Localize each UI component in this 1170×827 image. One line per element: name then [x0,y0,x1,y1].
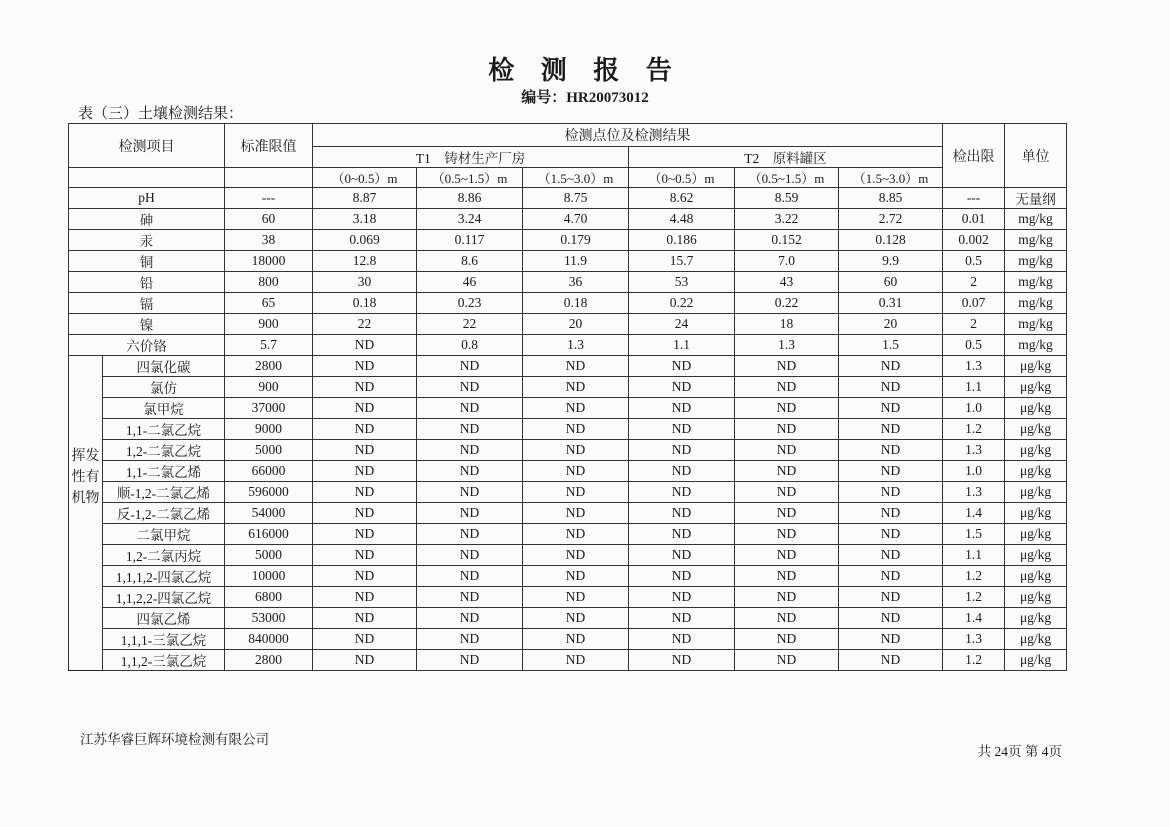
value-cell: ND [839,356,943,377]
value-cell: ND [629,377,735,398]
value-cell: ND [839,629,943,650]
unit-cell: μg/kg [1005,461,1067,482]
value-cell: 3.24 [417,209,523,230]
value-cell: ND [735,524,839,545]
value-cell: 0.152 [735,230,839,251]
value-cell: 0.18 [313,293,417,314]
unit-cell: μg/kg [1005,545,1067,566]
value-cell: 0.22 [629,293,735,314]
table-caption: 表（三）土壤检测结果： [78,106,244,122]
value-cell: ND [839,377,943,398]
limit-cell: 60 [225,209,313,230]
table-row [69,587,1067,608]
unit-cell: μg/kg [1005,482,1067,503]
footer-company: 江苏华睿巨辉环境检测有限公司 [80,732,269,747]
value-cell: 43 [735,272,839,293]
unit-cell: μg/kg [1005,377,1067,398]
value-cell: ND [523,608,629,629]
detect-limit-cell: 1.1 [943,545,1005,566]
limit-cell: 900 [225,377,313,398]
value-cell: ND [523,377,629,398]
unit-cell: mg/kg [1005,272,1067,293]
header-detect-limit: 检出限 [943,124,1005,188]
item-cell: 1,2-二氯乙烷 [103,440,225,461]
report-title: 检 测 报 告 [488,56,682,85]
value-cell: ND [523,629,629,650]
value-cell: 60 [839,272,943,293]
unit-cell: μg/kg [1005,398,1067,419]
detect-limit-cell: 0.07 [943,293,1005,314]
value-cell: ND [417,650,523,671]
value-cell: 22 [417,314,523,335]
unit-cell: μg/kg [1005,503,1067,524]
detect-limit-cell: 1.2 [943,419,1005,440]
value-cell: 4.70 [523,209,629,230]
detect-limit-cell: 1.2 [943,587,1005,608]
limit-cell: 54000 [225,503,313,524]
item-cell: 1,1,2-三氯乙烷 [103,650,225,671]
unit-cell: μg/kg [1005,608,1067,629]
unit-cell: μg/kg [1005,650,1067,671]
detect-limit-cell: 1.4 [943,608,1005,629]
unit-cell: mg/kg [1005,293,1067,314]
unit-cell: mg/kg [1005,314,1067,335]
value-cell: ND [735,545,839,566]
detect-limit-cell: 1.3 [943,629,1005,650]
item-cell: 反-1,2-二氯乙烯 [103,503,225,524]
item-cell: 1,1-二氯乙烷 [103,419,225,440]
value-cell: ND [313,545,417,566]
table-row [69,650,1067,671]
value-cell: 36 [523,272,629,293]
detect-limit-cell: 2 [943,314,1005,335]
value-cell: ND [313,608,417,629]
value-cell: 0.117 [417,230,523,251]
value-cell: ND [629,419,735,440]
value-cell: ND [839,587,943,608]
value-cell: ND [735,608,839,629]
table-row [69,209,1067,230]
value-cell: 0.069 [313,230,417,251]
value-cell: ND [313,482,417,503]
value-cell: 22 [313,314,417,335]
value-cell: ND [735,377,839,398]
unit-cell: mg/kg [1005,335,1067,356]
detect-limit-cell: 1.2 [943,650,1005,671]
value-cell: ND [313,419,417,440]
value-cell: ND [735,461,839,482]
limit-cell: --- [225,188,313,209]
value-cell: 20 [523,314,629,335]
item-cell: 砷 [69,209,225,230]
item-cell: 1,1-二氯乙烯 [103,461,225,482]
header-point-t2: T2 原料罐区 [629,147,943,168]
table-row [69,440,1067,461]
value-cell: ND [839,524,943,545]
detect-limit-cell: 1.3 [943,440,1005,461]
value-cell: ND [839,545,943,566]
header-limit: 标准限值 [225,124,313,168]
detect-limit-cell: 2 [943,272,1005,293]
depth-header: （0~0.5）m [629,168,735,188]
table-row [69,482,1067,503]
value-cell: ND [839,503,943,524]
value-cell: ND [735,440,839,461]
unit-cell: mg/kg [1005,230,1067,251]
limit-cell: 66000 [225,461,313,482]
table-row [69,461,1067,482]
value-cell: 8.59 [735,188,839,209]
report-number: 编号：HR20073012 [521,90,649,106]
value-cell: ND [417,524,523,545]
item-cell: 氯甲烷 [103,398,225,419]
footer-page-info: 共 24页 第 4页 [977,744,1062,759]
item-cell: 顺-1,2-二氯乙烯 [103,482,225,503]
header-point-t1: T1 铸材生产厂房 [313,147,629,168]
limit-cell: 9000 [225,419,313,440]
value-cell: ND [313,440,417,461]
value-cell: ND [629,461,735,482]
unit-cell: μg/kg [1005,566,1067,587]
value-cell: ND [417,461,523,482]
depth-header: （1.5~3.0）m [523,168,629,188]
item-cell: 镉 [69,293,225,314]
table-row [69,293,1067,314]
value-cell: 0.31 [839,293,943,314]
unit-cell: μg/kg [1005,440,1067,461]
value-cell: ND [839,650,943,671]
limit-cell: 10000 [225,566,313,587]
value-cell: 12.8 [313,251,417,272]
value-cell: ND [629,650,735,671]
item-cell: 铜 [69,251,225,272]
unit-cell: μg/kg [1005,356,1067,377]
value-cell: ND [313,524,417,545]
limit-cell: 616000 [225,524,313,545]
detect-limit-cell: 1.1 [943,377,1005,398]
depth-header: （1.5~3.0）m [839,168,943,188]
header-item: 检测项目 [69,124,225,168]
limit-cell: 53000 [225,608,313,629]
soil-results-table [68,123,1067,671]
value-cell: 8.62 [629,188,735,209]
value-cell: ND [839,608,943,629]
value-cell: ND [417,503,523,524]
value-cell: ND [735,503,839,524]
voc-group-label: 挥发性有机物 [69,356,103,671]
value-cell: ND [523,524,629,545]
item-cell: 铅 [69,272,225,293]
value-cell: ND [417,587,523,608]
item-cell: 镍 [69,314,225,335]
value-cell: 1.1 [629,335,735,356]
item-cell: 二氯甲烷 [103,524,225,545]
value-cell: 20 [839,314,943,335]
detect-limit-cell: 1.4 [943,503,1005,524]
unit-cell: mg/kg [1005,251,1067,272]
value-cell: 3.22 [735,209,839,230]
value-cell: ND [735,419,839,440]
limit-cell: 18000 [225,251,313,272]
value-cell: 8.6 [417,251,523,272]
value-cell: ND [523,650,629,671]
limit-cell: 38 [225,230,313,251]
limit-cell: 900 [225,314,313,335]
limit-cell: 800 [225,272,313,293]
value-cell: ND [313,356,417,377]
detect-limit-cell: 1.0 [943,398,1005,419]
depth-header: （0~0.5）m [313,168,417,188]
value-cell: ND [313,503,417,524]
value-cell: 0.179 [523,230,629,251]
value-cell: ND [523,503,629,524]
value-cell: ND [417,398,523,419]
value-cell: ND [523,545,629,566]
value-cell: ND [313,398,417,419]
value-cell: 9.9 [839,251,943,272]
item-cell: 1,1,1,2-四氯乙烷 [103,566,225,587]
value-cell: ND [629,587,735,608]
detect-limit-cell: --- [943,188,1005,209]
value-cell: ND [523,566,629,587]
value-cell: 8.86 [417,188,523,209]
value-cell: ND [839,461,943,482]
value-cell: ND [417,419,523,440]
value-cell: ND [735,566,839,587]
value-cell: ND [417,545,523,566]
table-row [69,398,1067,419]
value-cell: ND [629,482,735,503]
unit-cell: μg/kg [1005,419,1067,440]
detect-limit-cell: 0.5 [943,251,1005,272]
detect-limit-cell: 1.3 [943,482,1005,503]
detect-limit-cell: 0.002 [943,230,1005,251]
value-cell: ND [523,587,629,608]
value-cell: ND [629,440,735,461]
value-cell: ND [735,482,839,503]
value-cell: ND [629,566,735,587]
unit-cell: μg/kg [1005,587,1067,608]
item-cell: 氯仿 [103,377,225,398]
header-unit: 单位 [1005,124,1067,188]
value-cell: 11.9 [523,251,629,272]
table-row [69,566,1067,587]
value-cell: 8.87 [313,188,417,209]
table-row [69,503,1067,524]
limit-cell: 596000 [225,482,313,503]
value-cell: ND [313,587,417,608]
value-cell: ND [417,482,523,503]
table-row [69,377,1067,398]
table-row [69,419,1067,440]
value-cell: ND [629,545,735,566]
value-cell: 3.18 [313,209,417,230]
value-cell: ND [523,482,629,503]
value-cell: ND [839,419,943,440]
table-row [69,356,1067,377]
value-cell: ND [313,650,417,671]
item-cell: 1,2-二氯丙烷 [103,545,225,566]
limit-cell: 5000 [225,440,313,461]
limit-cell: 5.7 [225,335,313,356]
detect-limit-cell: 1.3 [943,356,1005,377]
value-cell: 1.3 [523,335,629,356]
table-row [69,272,1067,293]
limit-cell: 2800 [225,650,313,671]
value-cell: 1.5 [839,335,943,356]
value-cell: ND [523,419,629,440]
item-cell: 六价铬 [69,335,225,356]
detect-limit-cell: 1.2 [943,566,1005,587]
value-cell: 0.18 [523,293,629,314]
value-cell: 0.8 [417,335,523,356]
value-cell: 8.75 [523,188,629,209]
blank-cell [69,168,225,188]
limit-cell: 5000 [225,545,313,566]
detect-limit-cell: 0.01 [943,209,1005,230]
value-cell: ND [629,356,735,377]
limit-cell: 37000 [225,398,313,419]
value-cell: 2.72 [839,209,943,230]
value-cell: ND [735,356,839,377]
detect-limit-cell: 1.5 [943,524,1005,545]
value-cell: ND [735,587,839,608]
value-cell: ND [523,440,629,461]
value-cell: 4.48 [629,209,735,230]
value-cell: ND [417,356,523,377]
depth-header: （0.5~1.5）m [417,168,523,188]
value-cell: ND [313,335,417,356]
value-cell: ND [629,503,735,524]
value-cell: 15.7 [629,251,735,272]
value-cell: 0.23 [417,293,523,314]
value-cell: ND [839,566,943,587]
unit-cell: mg/kg [1005,209,1067,230]
item-cell: 四氯化碳 [103,356,225,377]
limit-cell: 65 [225,293,313,314]
value-cell: ND [417,440,523,461]
value-cell: 30 [313,272,417,293]
header-points: 检测点位及检测结果 [313,124,943,147]
value-cell: ND [417,608,523,629]
table-row [69,188,1067,209]
value-cell: 46 [417,272,523,293]
table-row [69,629,1067,650]
item-cell: 汞 [69,230,225,251]
table-row [69,314,1067,335]
value-cell: ND [313,566,417,587]
detect-limit-cell: 0.5 [943,335,1005,356]
detect-limit-cell: 1.0 [943,461,1005,482]
value-cell: ND [417,566,523,587]
value-cell: ND [839,398,943,419]
value-cell: ND [313,461,417,482]
table-row [69,524,1067,545]
value-cell: ND [523,356,629,377]
item-cell: 1,1,1-三氯乙烷 [103,629,225,650]
table-row [69,608,1067,629]
value-cell: 0.22 [735,293,839,314]
value-cell: 1.3 [735,335,839,356]
value-cell: ND [735,629,839,650]
table-row [69,545,1067,566]
value-cell: ND [735,650,839,671]
value-cell: ND [523,461,629,482]
limit-cell: 2800 [225,356,313,377]
value-cell: 8.85 [839,188,943,209]
limit-cell: 6800 [225,587,313,608]
limit-cell: 840000 [225,629,313,650]
value-cell: 0.186 [629,230,735,251]
table-row [69,335,1067,356]
value-cell: 0.128 [839,230,943,251]
value-cell: ND [523,398,629,419]
item-cell: 1,1,2,2-四氯乙烷 [103,587,225,608]
unit-cell: 无量纲 [1005,188,1067,209]
value-cell: ND [629,608,735,629]
unit-cell: μg/kg [1005,524,1067,545]
table-row [69,230,1067,251]
item-cell: pH [69,188,225,209]
value-cell: ND [629,524,735,545]
value-cell: ND [629,629,735,650]
value-cell: ND [313,629,417,650]
value-cell: ND [735,398,839,419]
value-cell: 24 [629,314,735,335]
value-cell: ND [313,377,417,398]
value-cell: 18 [735,314,839,335]
value-cell: ND [417,377,523,398]
item-cell: 四氯乙烯 [103,608,225,629]
value-cell: ND [417,629,523,650]
value-cell: 7.0 [735,251,839,272]
table-row [69,251,1067,272]
value-cell: ND [839,482,943,503]
value-cell: ND [839,440,943,461]
value-cell: ND [629,398,735,419]
value-cell: 53 [629,272,735,293]
depth-header: （0.5~1.5）m [735,168,839,188]
blank-cell [225,168,313,188]
unit-cell: μg/kg [1005,629,1067,650]
